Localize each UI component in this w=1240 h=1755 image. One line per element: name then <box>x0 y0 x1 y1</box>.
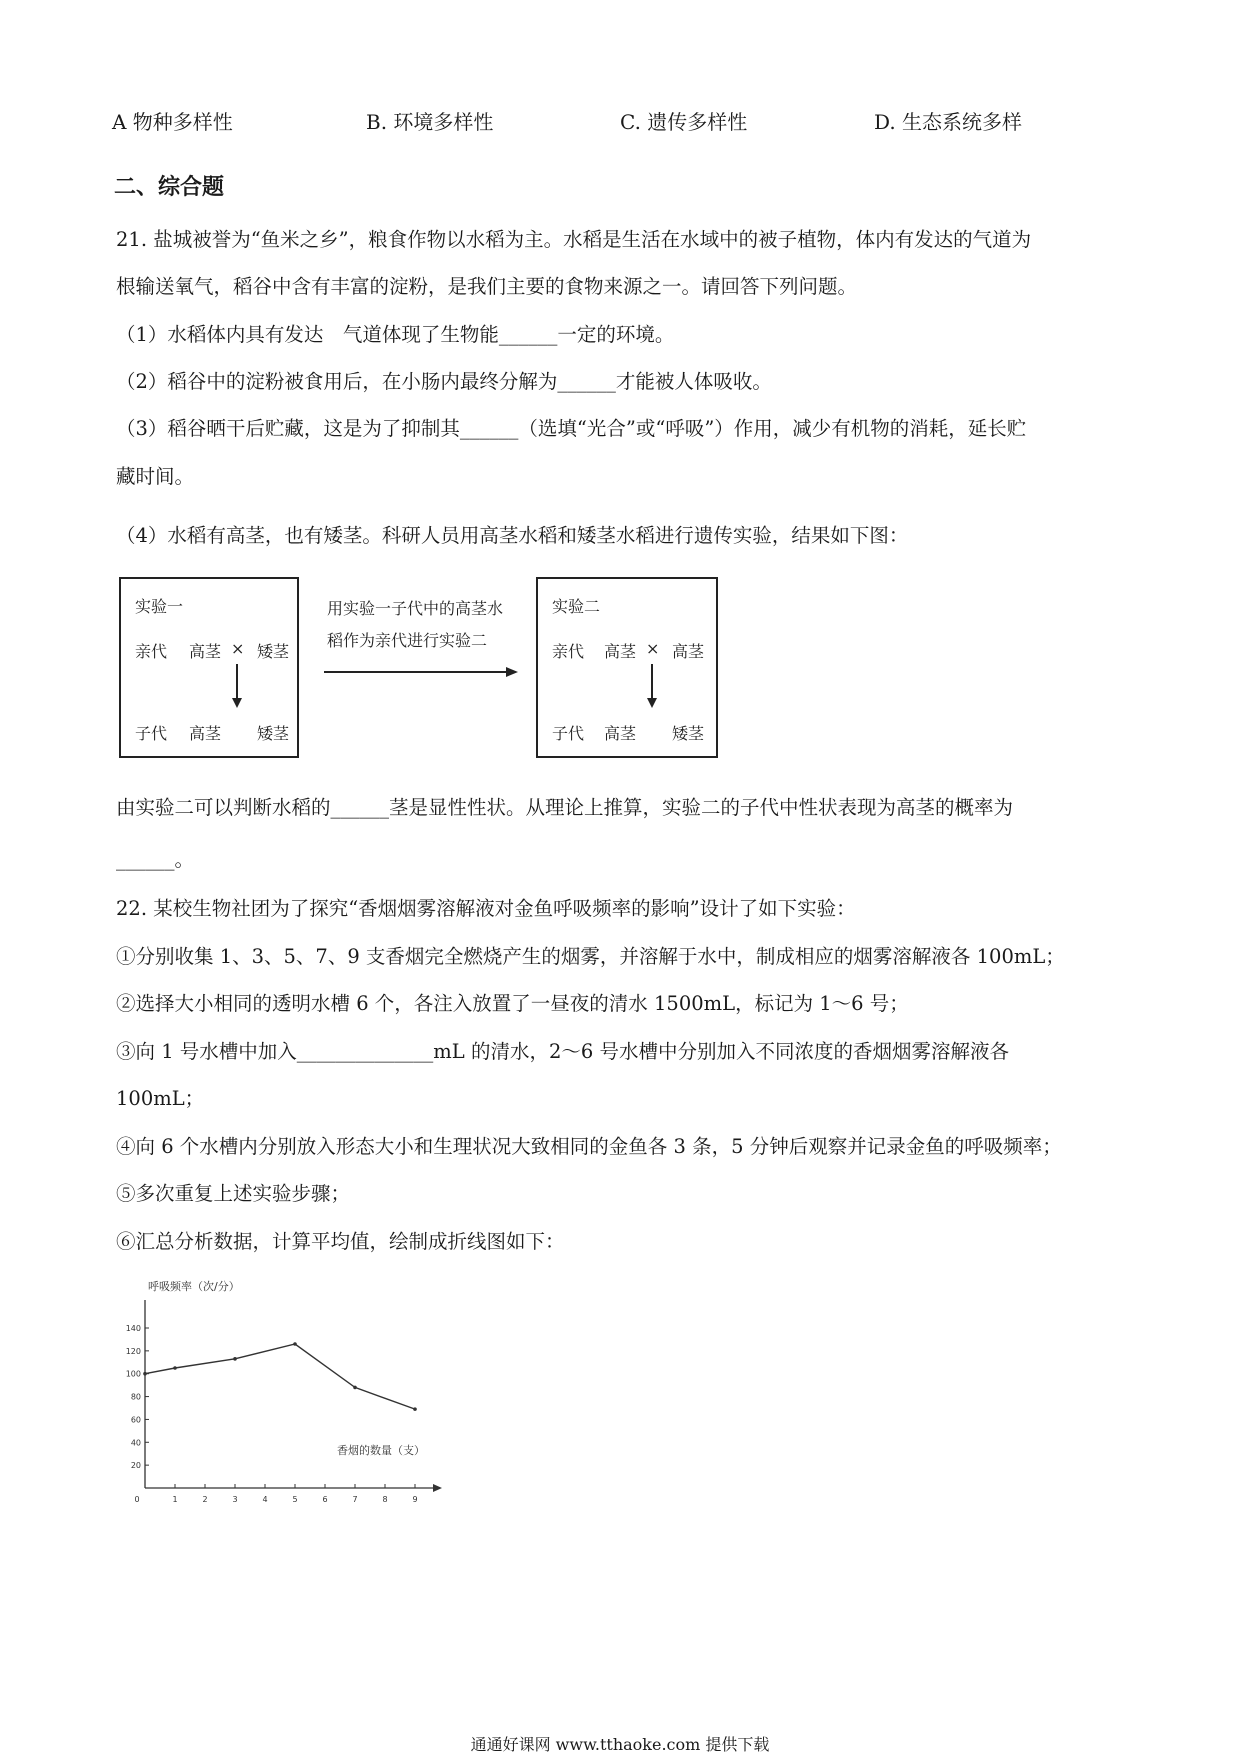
exp2-child-short: 矮茎 <box>672 724 705 743</box>
q22-step3b: 100mL； <box>116 1087 205 1110</box>
q22-step6: ⑥汇总分析数据，计算平均值，绘制成折线图如下： <box>116 1230 565 1253</box>
y-tick-label: 60 <box>130 1415 141 1425</box>
data-point <box>353 1386 357 1390</box>
data-point <box>143 1372 147 1376</box>
arrow-text-1: 用实验一子代中的高茎水 <box>327 599 504 618</box>
exp2-parent-tall-b: 高茎 <box>672 642 705 661</box>
exp1-parent-short: 矮茎 <box>257 642 290 661</box>
x-tick-label: 5 <box>292 1495 298 1504</box>
exp1-parent-label: 亲代 <box>135 642 168 661</box>
q22-step4: ④向 6 个水槽内分别放入形态大小和生理状况大致相同的金鱼各 3 条，5 分钟后观察并记录金鱼的呼吸频率； <box>116 1135 1062 1158</box>
exp2-parent-tall-a: 高茎 <box>604 642 637 661</box>
series-line <box>145 1344 415 1409</box>
exp2-child-label: 子代 <box>552 724 585 743</box>
q21-sub4: （4）水稻有高茎，也有矮茎。科研人员用高茎水稻和矮茎水稻进行遗传实验，结果如下图： <box>116 524 909 547</box>
experiment-1-box <box>119 577 299 758</box>
q21-sub3b: 藏时间。 <box>116 465 195 488</box>
exp1-parent-tall: 高茎 <box>189 642 222 661</box>
q21-line1: 21. 盐城被誉为“鱼米之乡”，粮食作物以水稻为主。水稻是生活在水域中的被子植物，体内有发达的气道为 <box>116 228 1032 251</box>
exp2-parent-label: 亲代 <box>552 642 585 661</box>
option-c: C. 遗传多样性 <box>620 110 748 134</box>
section-title: 二、综合题 <box>114 175 225 200</box>
q21-line2: 根输送氧气，稻谷中含有丰富的淀粉，是我们主要的食物来源之一。请回答下列问题。 <box>116 275 858 298</box>
exp1-child-short: 矮茎 <box>257 724 290 743</box>
x-tick-label: 0 <box>134 1495 140 1504</box>
exp2-title: 实验二 <box>552 597 601 616</box>
x-axis-arrowhead <box>433 1484 442 1492</box>
arrow-text-2: 稻作为亲代进行实验二 <box>327 631 488 650</box>
data-point <box>233 1357 237 1361</box>
data-point <box>293 1342 297 1346</box>
experiment-2-box <box>536 577 718 758</box>
q22-step3a: ③向 1 号水槽中加入______________mL 的清水，2～6 号水槽中分别加入不同浓度的香烟烟雾溶解液各 <box>116 1040 1009 1063</box>
q21-after2: ______。 <box>116 848 195 871</box>
x-tick-label: 6 <box>322 1495 328 1504</box>
y-tick-label: 40 <box>130 1438 141 1448</box>
exp2-down-arrow <box>644 662 660 710</box>
q22-step1: ①分别收集 1、3、5、7、9 支香烟完全燃烧产生的烟雾，并溶解于水中，制成相应的烟雾溶解液各 100mL； <box>116 945 1065 968</box>
x-axis-label: 香烟的数量（支） <box>337 1444 425 1457</box>
y-tick-label: 140 <box>125 1324 141 1333</box>
footer-text: 通通好课网 www.tthaoke.com 提供下载 <box>470 1735 770 1754</box>
x-tick-label: 4 <box>262 1495 268 1504</box>
x-tick-label: 7 <box>352 1495 358 1504</box>
x-tick-label: 1 <box>172 1495 178 1504</box>
exp1-title: 实验一 <box>135 597 184 616</box>
exp1-child-label: 子代 <box>135 724 168 743</box>
y-axis-label: 呼吸频率（次/分） <box>148 1280 240 1293</box>
q21-after1: 由实验二可以判断水稻的______茎是显性性状。从理论上推算，实验二的子代中性状表现为高茎的概率为 <box>116 796 1014 819</box>
y-tick-label: 120 <box>125 1346 141 1356</box>
respiration-line-chart <box>120 1270 460 1510</box>
q22-line1: 22. 某校生物社团为了探究“香烟烟雾溶解液对金鱼呼吸频率的影响”设计了如下实验： <box>116 897 856 920</box>
y-tick-label: 20 <box>130 1461 141 1471</box>
x-tick-label: 2 <box>202 1495 208 1504</box>
exp2-cross: × <box>646 639 660 658</box>
q21-sub1: （1）水稻体内具有发达 气道体现了生物能______一定的环境。 <box>116 323 675 346</box>
data-point <box>173 1366 177 1370</box>
y-tick-label: 80 <box>130 1392 141 1402</box>
exp1-down-arrow <box>229 662 245 710</box>
option-a: A 物种多样性 <box>112 110 233 134</box>
exp2-child-tall: 高茎 <box>604 724 637 743</box>
option-d: D. 生态系统多样 <box>874 110 1023 134</box>
y-tick-label: 100 <box>125 1369 141 1379</box>
q21-sub3a: （3）稻谷晒干后贮藏，这是为了抑制其______（选填“光合”或“呼吸”）作用，减少有机物的消耗，延长贮 <box>116 417 1027 440</box>
q22-step5: ⑤多次重复上述实验步骤； <box>116 1182 351 1205</box>
exp1-child-tall: 高茎 <box>189 724 222 743</box>
option-b: B. 环境多样性 <box>366 110 494 134</box>
x-tick-label: 8 <box>382 1495 388 1504</box>
data-point <box>413 1407 417 1411</box>
x-tick-label: 3 <box>232 1495 238 1504</box>
transition-arrow <box>322 664 522 680</box>
q21-sub2: （2）稻谷中的淀粉被食用后，在小肠内最终分解为______才能被人体吸收。 <box>116 370 772 393</box>
exp1-cross: × <box>231 639 245 658</box>
q22-step2: ②选择大小相同的透明水槽 6 个，各注入放置了一昼夜的清水 1500mL，标记为 1～6 号； <box>116 992 909 1015</box>
x-tick-label: 9 <box>412 1495 418 1504</box>
